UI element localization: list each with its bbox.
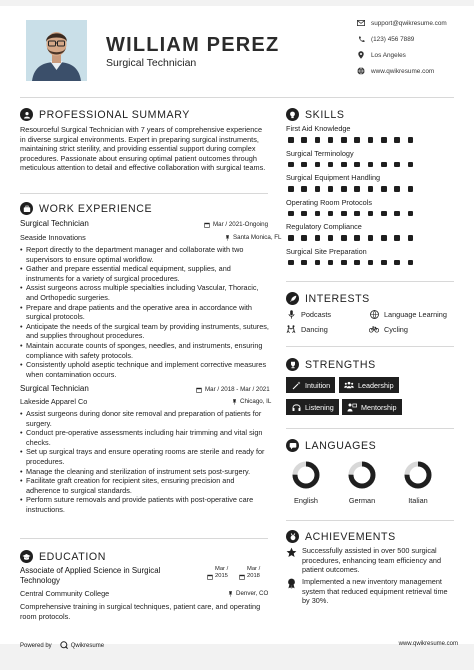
education-end-year: 2018 [247, 573, 260, 579]
rating-dot [408, 235, 414, 241]
achievement-text: Successfully assisted in over 500 surgical procedures, enhancing team efficiency and patient outcomes. [302, 546, 442, 575]
qwikresume-logo-icon [60, 641, 68, 651]
job-1-company: Seaside Innovations [20, 233, 86, 242]
rating-dot [288, 137, 294, 143]
globe-icon [356, 66, 366, 76]
rating-dot [408, 211, 414, 217]
phone-icon [356, 34, 366, 44]
briefcase-icon [20, 202, 33, 215]
rating-dot [328, 162, 334, 168]
rating-dot [301, 186, 307, 192]
rating-dot [301, 260, 307, 266]
graduation-cap-icon [20, 550, 33, 563]
language-name: German [348, 496, 376, 505]
footer-website[interactable]: www.qwikresume.com [398, 641, 458, 647]
rating-dot [381, 137, 387, 143]
interest-podcasts [286, 309, 331, 319]
trophy-icon [286, 358, 299, 371]
skill-rating [288, 162, 413, 168]
rating-dot [354, 186, 360, 192]
contact-email[interactable] [356, 15, 447, 31]
award-icon [286, 578, 297, 589]
rating-dot [301, 211, 307, 217]
list-item: • Assist surgeons across multiple specialties including Vascular, Thoracic, and Orthopedic surgeries. [20, 283, 270, 302]
education-start-year: 2015 [215, 573, 228, 579]
rating-dot [394, 186, 400, 192]
summary-heading [20, 108, 190, 121]
job-1-location [225, 234, 282, 241]
rating-dot [408, 186, 414, 192]
strengths-heading-text: STRENGTHS [305, 358, 376, 371]
skills-heading-text: SKILLS [305, 108, 345, 121]
job-2-bullets [20, 409, 270, 515]
rating-dot [328, 211, 334, 217]
skill-rating [288, 211, 413, 217]
rating-dot [381, 235, 387, 241]
contact-website-text: www.qwikresume.com [371, 67, 435, 75]
list-item: • Prepare and drape patients and the operative area in accordance with surgical protocols. [20, 303, 270, 322]
job-2-location-text: Chicago, IL [240, 398, 272, 405]
rating-dot [381, 260, 387, 266]
education-start-label: Mar / [215, 566, 229, 572]
list-item: • Anticipate the needs of the surgical team by providing instruments, sutures, and supplies throughout procedures. [20, 322, 270, 341]
rating-dot [288, 235, 294, 241]
achievement-1 [286, 546, 454, 575]
rating-dot [368, 162, 374, 168]
contact-list [356, 15, 447, 79]
rating-dot [301, 137, 307, 143]
calendar-icon [196, 387, 202, 393]
header-divider [20, 97, 454, 98]
calendar-icon [204, 222, 210, 228]
list-item: • Consistently uphold aseptic technique and implement corrective measures when contamination occurs. [20, 360, 270, 379]
rating-dot [354, 162, 360, 168]
rating-dot [315, 137, 321, 143]
rating-dot [341, 235, 347, 241]
rating-dot [354, 211, 360, 217]
lightbulb-icon [286, 108, 299, 121]
list-item: • Manage the cleaning and sterilization of instrument sets post-surgery. [20, 467, 270, 477]
achievement-2 [286, 577, 454, 606]
list-item: • Facilitate graft creation for recipient sites, ensuring precision and adherence to surgical standards. [20, 476, 270, 495]
rating-dot [368, 211, 374, 217]
strength-intuition [286, 377, 335, 393]
languages-divider [286, 520, 454, 521]
calendar-icon [239, 567, 245, 585]
language-name: Italian [408, 496, 428, 505]
rating-dot [315, 162, 321, 168]
skill-rating [288, 137, 413, 143]
contact-email-text: support@qwikresume.com [371, 19, 447, 27]
strength-mentorship [342, 399, 402, 415]
skills-divider [286, 281, 454, 282]
rating-dot [328, 186, 334, 192]
summary-heading-text: PROFESSIONAL SUMMARY [39, 108, 190, 121]
envelope-icon [356, 18, 366, 28]
rating-dot [341, 211, 347, 217]
summary-divider [20, 193, 268, 194]
rating-dot [354, 235, 360, 241]
rating-dot [341, 186, 347, 192]
list-item: • Conduct pre-operative assessments including hair trimming and vital sign checks. [20, 428, 270, 447]
pin-icon [228, 591, 233, 597]
job-2-title: Surgical Technician [20, 384, 89, 393]
education-school: Central Community College [20, 589, 110, 598]
top-bar [0, 0, 474, 6]
job-2-dates [196, 386, 270, 393]
job-2-company: Lakeside Apparel Co [20, 397, 88, 406]
strength-label: Mentorship [361, 402, 397, 412]
strength-leadership [339, 377, 399, 393]
interests-heading [286, 292, 370, 305]
job-1-title: Surgical Technician [20, 219, 89, 228]
interest-cycling [369, 324, 408, 334]
medal-icon [286, 530, 299, 543]
rating-dot [315, 235, 321, 241]
rating-dot [368, 235, 374, 241]
rating-dot [328, 260, 334, 266]
job-1-dates [204, 221, 268, 228]
microphone-icon [286, 309, 296, 319]
education-description: Comprehensive training in surgical techniques, patient care, and operating room protocols. [20, 602, 261, 621]
interest-label: Dancing [301, 324, 328, 334]
education-start [215, 566, 239, 580]
job-1-location-text: Santa Monica, FL [233, 234, 282, 241]
rating-dot [394, 260, 400, 266]
languages-heading-text: LANGUAGES [305, 439, 377, 452]
language-gauge [348, 461, 376, 489]
contact-phone[interactable] [356, 31, 447, 47]
rating-dot [381, 162, 387, 168]
education-degree: Associate of Applied Science in Surgical Technology [20, 566, 161, 585]
skill-rating [288, 260, 413, 266]
list-item: • Maintain accurate counts of sponges, needles, and instruments, ensuring compliance with safety protocols. [20, 341, 270, 360]
rating-dot [368, 260, 374, 266]
rating-dot [381, 211, 387, 217]
skills-heading [286, 108, 345, 121]
achievements-heading [286, 530, 396, 543]
job-1-dates-text: Mar / 2021-Ongoing [213, 221, 269, 228]
rating-dot [288, 260, 294, 266]
powered-by-text: Powered by [20, 643, 52, 649]
rating-dot [394, 137, 400, 143]
rating-dot [328, 137, 334, 143]
list-item: • Perform suture removals and provide patients with post-operative care instructions. [20, 495, 270, 514]
job-2-location [232, 398, 271, 405]
strengths-divider [286, 428, 454, 429]
rating-dot [315, 186, 321, 192]
star-icon [286, 547, 297, 558]
interest-label: Podcasts [301, 309, 332, 319]
contact-website[interactable] [356, 63, 447, 79]
education-location [228, 590, 268, 597]
education-location-text: Denver, CO [236, 590, 269, 597]
rating-dot [408, 260, 414, 266]
rating-dot [288, 162, 294, 168]
rating-dot [394, 211, 400, 217]
candidate-name: WILLIAM PEREZ [106, 34, 280, 56]
education-end-label: Mar / [247, 566, 261, 572]
achievements-heading-text: ACHIEVEMENTS [305, 530, 396, 543]
rating-dot [341, 260, 347, 266]
skill-label: Regulatory Compliance [286, 222, 362, 231]
interest-label: Cycling [384, 324, 408, 334]
skill-label: First Aid Knowledge [286, 124, 351, 133]
strengths-heading [286, 358, 376, 371]
rating-dot [381, 186, 387, 192]
pin-icon [232, 399, 237, 405]
education-heading [20, 550, 106, 563]
rating-dot [301, 235, 307, 241]
bicycle-icon [369, 324, 379, 334]
dance-icon [286, 324, 296, 334]
contact-location-text: Los Angeles [371, 51, 406, 59]
rating-dot [288, 211, 294, 217]
list-item: • Gather and prepare essential medical equipment, supplies, and instruments for a variety of surgical procedures. [20, 264, 270, 283]
skill-rating [288, 235, 413, 241]
rating-dot [394, 235, 400, 241]
rating-dot [394, 162, 400, 168]
pin-icon [225, 235, 230, 241]
rating-dot [315, 260, 321, 266]
rating-dot [288, 186, 294, 192]
language-gauge [404, 461, 432, 489]
user-icon [20, 108, 33, 121]
strength-label: Listening [305, 402, 334, 412]
interests-divider [286, 346, 454, 347]
rating-dot [368, 186, 374, 192]
list-item: • Set up surgical trays and ensure operating rooms are sterile and ready for procedures. [20, 447, 270, 466]
strength-label: Intuition [305, 380, 331, 390]
rating-dot [408, 162, 414, 168]
mentor-icon [347, 402, 357, 412]
contact-phone-text: (123) 456 7889 [371, 35, 415, 43]
skill-label: Operating Room Protocols [286, 197, 372, 207]
strength-listening [286, 399, 339, 415]
location-pin-icon [356, 50, 366, 60]
skill-rating [288, 186, 413, 192]
candidate-title: Surgical Technician [106, 57, 197, 69]
list-item: • Assist surgeons during donor site removal and preparation of patients for surgery. [20, 409, 270, 428]
language-gauge [292, 461, 320, 489]
experience-heading [20, 202, 152, 215]
language-icon [286, 439, 299, 452]
calendar-icon [207, 567, 213, 585]
globe-icon [369, 309, 379, 319]
experience-divider [20, 538, 268, 539]
contact-location [356, 47, 447, 63]
rating-dot [301, 162, 307, 168]
education-heading-text: EDUCATION [39, 550, 107, 563]
summary-text: Resourceful Surgical Technician with 7 years of comprehensive experience in diverse surgical environments. Expert in preparing surgical instruments, maintaining strict sterility, and providing essential support during complex procedures. Passionate about ensuring optimal patient outcomes through meticulous attention to detail and effective collaboration with surgical teams. [20, 125, 266, 173]
rating-dot [341, 162, 347, 168]
job-2-dates-text: Mar / 2018 - Mar / 2021 [205, 386, 270, 393]
skill-label: Surgical Terminology [286, 148, 354, 158]
experience-heading-text: WORK EXPERIENCE [39, 202, 153, 215]
achievement-text: Implemented a new inventory management system that reduced equipment retrieval time by 30%. [302, 577, 448, 606]
rating-dot [354, 260, 360, 266]
job-1-bullets [20, 245, 270, 379]
list-item: • Report directly to the department manager and collaborate with two supervisors to ensure optimal workflow. [20, 245, 270, 264]
rating-dot [328, 235, 334, 241]
interest-label: Language Learning [384, 309, 447, 319]
headphones-icon [291, 402, 301, 412]
rating-dot [341, 137, 347, 143]
rocket-icon [286, 292, 299, 305]
interest-language-learning [369, 309, 447, 319]
rating-dot [315, 211, 321, 217]
strength-label: Leadership [358, 380, 394, 390]
skill-label: Surgical Site Preparation [286, 246, 367, 256]
education-end [247, 566, 271, 580]
users-icon [344, 380, 354, 390]
rating-dot [368, 137, 374, 143]
brand-name[interactable]: Qwikresume [70, 643, 105, 649]
profile-photo [26, 20, 87, 81]
magic-wand-icon [291, 380, 301, 390]
rating-dot [408, 137, 414, 143]
language-name: English [294, 496, 318, 505]
languages-heading [286, 439, 376, 452]
powered-by [20, 641, 104, 651]
interest-dancing [286, 324, 328, 334]
interests-heading-text: INTERESTS [305, 292, 370, 305]
rating-dot [354, 137, 360, 143]
skill-label: Surgical Equipment Handling [286, 173, 381, 182]
